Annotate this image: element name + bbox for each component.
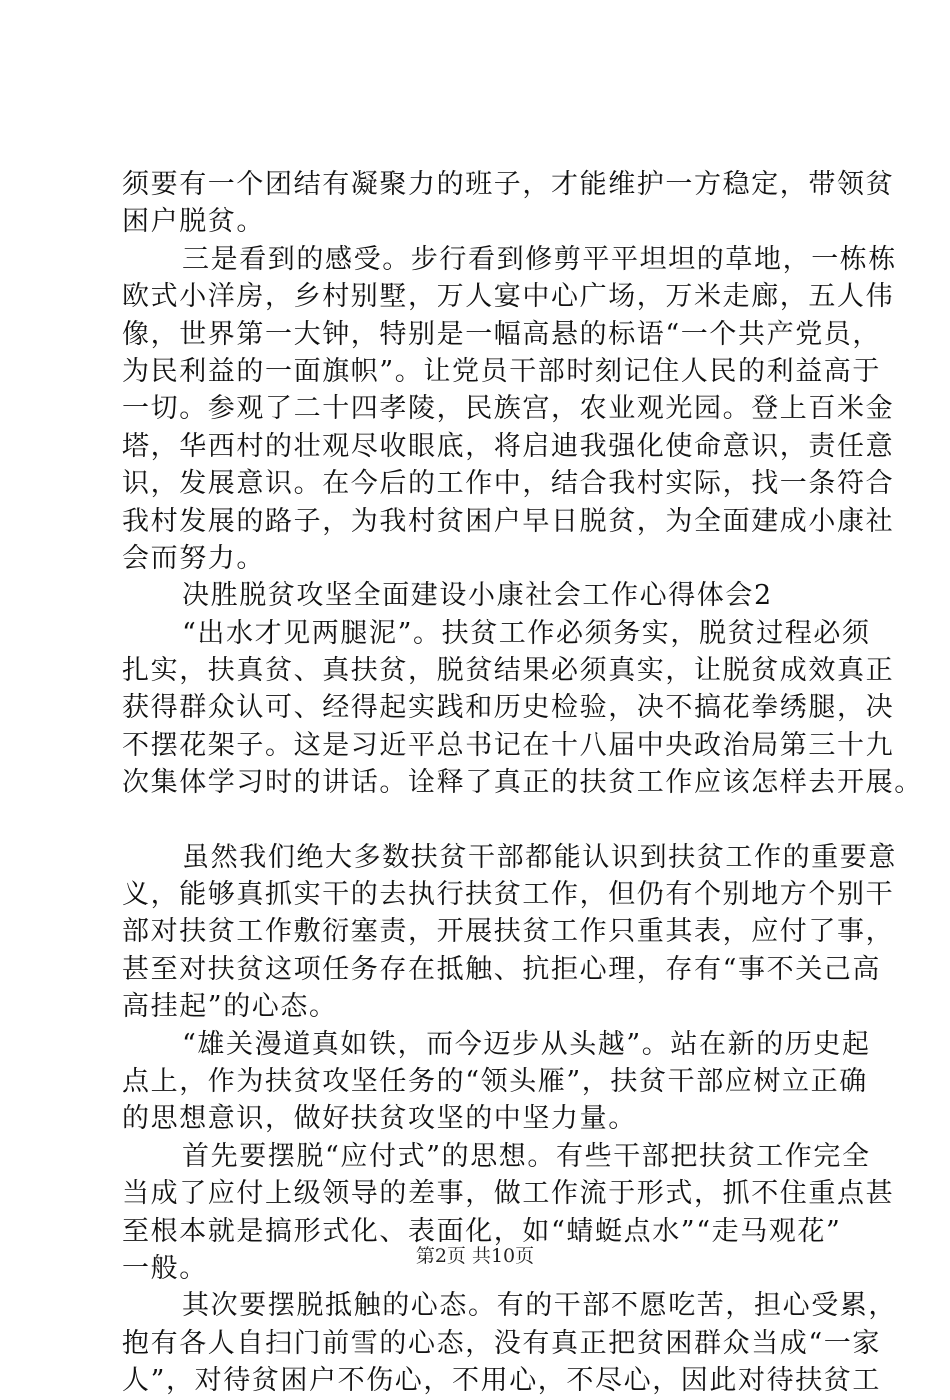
- text-line: 决胜脱贫攻坚全面建设小康社会工作心得体会2: [182, 580, 773, 612]
- text-line: 我村发展的路子，为我村贫困户早日脱贫，为全面建成小康社: [122, 505, 895, 537]
- text-line: 甚至对扶贫这项任务存在抵触、抗拒心理，存有“事不关己高: [122, 953, 882, 985]
- text-line: “雄关漫道真如铁，而今迈步从头越”。站在新的历史起: [182, 1028, 871, 1060]
- text-line: 为民利益的一面旗帜”。让党员干部时刻记住人民的利益高于: [122, 355, 882, 387]
- text-line: 的思想意识，做好扶贫攻坚的中坚力量。: [122, 1103, 637, 1135]
- text-line: 首先要摆脱“应付式”的思想。有些干部把扶贫工作完全: [182, 1140, 871, 1172]
- text-line: 高挂起”的心态。: [122, 991, 338, 1023]
- text-line: 其次要摆脱抵触的心态。有的干部不愿吃苦，担心受累，: [182, 1290, 897, 1322]
- text-line: 不摆花架子。这是习近平总书记在十八届中央政治局第三十九: [122, 729, 895, 761]
- text-line: 当成了应付上级领导的差事，做工作流于形式，抓不住重点甚: [122, 1178, 895, 1210]
- text-line: 识，发展意识。在今后的工作中，结合我村实际，找一条符合: [122, 468, 895, 500]
- document-body: [122, 166, 923, 1400]
- paragraph-gap: [122, 802, 862, 839]
- text-line: 部对扶贫工作敷衍塞责，开展扶贫工作只重其表，应付了事，: [122, 916, 895, 948]
- text-block-top: [122, 166, 923, 802]
- text-line: 次集体学习时的讲话。诠释了真正的扶贫工作应该怎样去开展。: [122, 767, 923, 799]
- text-line: 一般。: [122, 1252, 208, 1284]
- text-line: 塔，华西村的壮观尽收眼底，将启迪我强化使命意识，责任意: [122, 430, 895, 462]
- text-line: 像，世界第一大钟，特别是一幅高悬的标语“一个共产党员，: [122, 318, 882, 350]
- text-line: “出水才见两腿泥”。扶贫工作必须务实，脱贫过程必须: [182, 617, 871, 649]
- text-line: 义，能够真抓实干的去执行扶贫工作，但仍有个别地方个别干: [122, 879, 895, 911]
- text-line: 须要有一个团结有凝聚力的班子，才能维护一方稳定，带领贫: [122, 169, 895, 200]
- text-line: 一切。参观了二十四孝陵，民族宫，农业观光园。登上百米金: [122, 393, 895, 425]
- text-block-bottom: [122, 839, 897, 1400]
- text-line: 欧式小洋房，乡村别墅，万人宴中心广场，万米走廊，五人伟: [122, 281, 895, 313]
- text-line: 扎实，扶真贫、真扶贫，脱贫结果必须真实，让脱贫成效真正: [122, 655, 895, 687]
- text-line: 至根本就是搞形式化、表面化，如“蜻蜓点水”“走马观花”: [122, 1215, 842, 1247]
- text-line: 人”，对待贫困户不伤心，不用心，不尽心，因此对待扶贫工: [122, 1365, 882, 1397]
- page-footer: 第2页 共10页: [415, 1245, 535, 1267]
- text-line: 点上，作为扶贫攻坚任务的“领头雁”，扶贫干部应树立正确: [122, 1065, 868, 1097]
- text-line: 三是看到的感受。步行看到修剪平平坦坦的草地，一栋栋: [182, 243, 897, 275]
- text-line: 会而努力。: [122, 542, 265, 574]
- text-line: 虽然我们绝大多数扶贫干部都能认识到扶贫工作的重要意: [182, 841, 897, 873]
- text-line: 困户脱贫。: [122, 206, 265, 238]
- text-line: 抱有各人自扫门前雪的心态，没有真正把贫困群众当成“一家: [122, 1327, 882, 1359]
- text-line: 获得群众认可、经得起实践和历史检验，决不搞花拳绣腿，决: [122, 692, 895, 724]
